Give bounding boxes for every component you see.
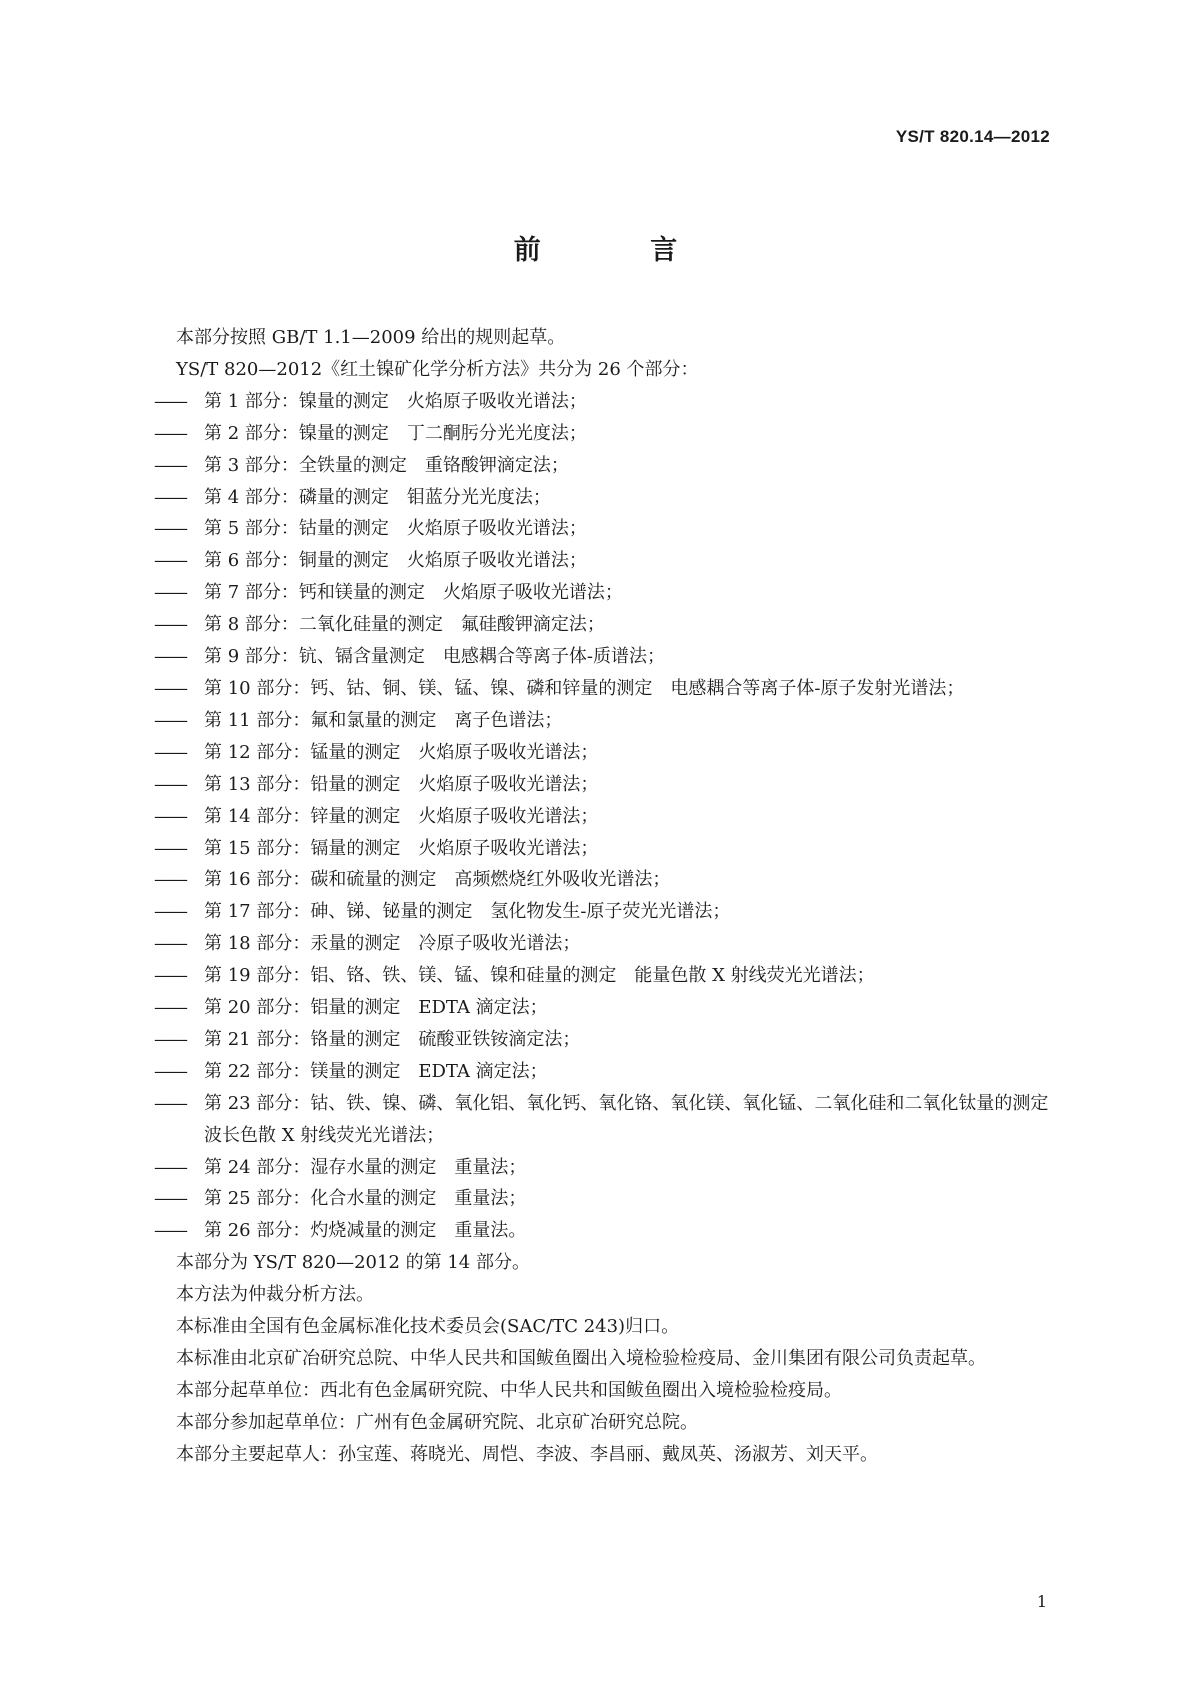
list-item bbox=[140, 418, 1054, 450]
dash-marker: —— bbox=[154, 1060, 186, 1082]
document-code: YS/T 820.14—2012 bbox=[895, 127, 1050, 146]
list-item bbox=[140, 1088, 1067, 1152]
dash-marker: —— bbox=[154, 805, 186, 827]
list-item bbox=[140, 513, 1054, 545]
list-item bbox=[140, 386, 1054, 418]
dash-marker: —— bbox=[154, 773, 186, 795]
dash-marker: —— bbox=[154, 646, 186, 668]
intro-paragraph: 本部分按照 GB/T 1.1—2009 给出的规则起草。 bbox=[176, 327, 566, 348]
dash-marker: —— bbox=[154, 614, 186, 636]
list-item-text: 第 7 部分：钙和镁量的测定 火焰原子吸收光谱法； bbox=[204, 582, 623, 604]
list-item bbox=[140, 1152, 1054, 1184]
page-title: 前 言 bbox=[513, 235, 728, 266]
list-item bbox=[140, 928, 1054, 960]
list-item bbox=[140, 1183, 1054, 1215]
closing-paragraph: 本方法为仲裁分析方法。 bbox=[176, 1284, 374, 1306]
dash-marker: —— bbox=[154, 837, 186, 859]
list-item-text: 第 5 部分：钴量的测定 火焰原子吸收光谱法； bbox=[204, 518, 587, 540]
dash-marker: —— bbox=[154, 1156, 186, 1178]
list-item bbox=[140, 1215, 1054, 1247]
intro-paragraph: YS/T 820—2012《红土镍矿化学分析方法》共分为 26 个部分： bbox=[176, 358, 699, 380]
dash-marker: —— bbox=[154, 1220, 186, 1242]
foreword-body bbox=[140, 322, 1067, 1471]
closing-paragraph: 本部分为 YS/T 820—2012 的第 14 部分。 bbox=[176, 1252, 530, 1274]
list-item-text: 第 9 部分：钪、镉含量测定 电感耦合等离子体-质谱法； bbox=[204, 646, 665, 668]
list-item bbox=[140, 833, 1054, 865]
list-item-text: 第 20 部分：铝量的测定 EDTA 滴定法； bbox=[204, 997, 548, 1019]
dash-marker: —— bbox=[154, 677, 186, 699]
list-item-text: 第 12 部分：锰量的测定 火焰原子吸收光谱法； bbox=[204, 741, 599, 763]
list-item bbox=[140, 960, 1054, 992]
dash-marker: —— bbox=[154, 741, 186, 763]
list-item-text: 第 3 部分：全铁量的测定 重铬酸钾滴定法； bbox=[204, 454, 569, 476]
list-item-text: 第 25 部分：化合水量的测定 重量法； bbox=[204, 1188, 527, 1210]
dash-marker: —— bbox=[154, 1188, 186, 1210]
list-item bbox=[140, 896, 1054, 928]
list-item-text: 第 18 部分：汞量的测定 冷原子吸收光谱法； bbox=[204, 933, 581, 955]
list-item-text: 第 21 部分：铬量的测定 硫酸亚铁铵滴定法； bbox=[204, 1028, 581, 1050]
closing-paragraph: 本部分参加起草单位：广州有色金属研究院、北京矿冶研究总院。 bbox=[176, 1411, 698, 1433]
list-item-text: 第 22 部分：镁量的测定 EDTA 滴定法； bbox=[204, 1060, 548, 1082]
list-item bbox=[140, 769, 1054, 801]
dash-marker: —— bbox=[154, 582, 186, 604]
list-item-text: 第 10 部分：钙、钴、铜、镁、锰、镍、磷和锌量的测定 电感耦合等离子体-原子发射光谱法； bbox=[204, 677, 965, 699]
dash-marker: —— bbox=[154, 965, 186, 987]
list-item bbox=[140, 1024, 1054, 1056]
parts-list bbox=[140, 386, 1067, 1247]
list-item-text: 第 16 部分：碳和硫量的测定 高频燃烧红外吸收光谱法； bbox=[204, 869, 671, 891]
list-item bbox=[140, 801, 1054, 833]
list-item bbox=[140, 450, 1054, 482]
dash-marker: —— bbox=[154, 869, 186, 891]
list-item bbox=[140, 673, 1054, 705]
list-item bbox=[140, 705, 1054, 737]
list-item bbox=[140, 737, 1054, 769]
list-item-text: 第 14 部分：锌量的测定 火焰原子吸收光谱法； bbox=[204, 805, 599, 827]
list-item bbox=[140, 577, 1054, 609]
dash-marker: —— bbox=[154, 550, 186, 572]
list-item-text: 第 15 部分：镉量的测定 火焰原子吸收光谱法； bbox=[204, 837, 599, 859]
list-item-text: 第 6 部分：铜量的测定 火焰原子吸收光谱法； bbox=[204, 550, 587, 572]
list-item bbox=[140, 609, 1054, 641]
list-item-text: 第 8 部分：二氧化硅量的测定 氟硅酸钾滴定法； bbox=[204, 614, 605, 636]
dash-marker: —— bbox=[154, 1028, 186, 1050]
list-item-text: 第 4 部分：磷量的测定 钼蓝分光光度法； bbox=[204, 486, 551, 508]
dash-marker: —— bbox=[154, 454, 186, 476]
list-item bbox=[140, 641, 1054, 673]
page-number: 1 bbox=[1036, 1592, 1047, 1611]
list-item-text: 第 17 部分：砷、锑、铋量的测定 氢化物发生-原子荧光光谱法； bbox=[204, 901, 731, 923]
list-item-text: 第 23 部分：钴、铁、镍、磷、氧化铝、氧化钙、氧化铬、氧化镁、氧化锰、二氧化硅和二氧化钛量的测定 波长色散 X 射线荧光光谱法； bbox=[204, 1092, 1067, 1146]
list-item-text: 第 2 部分：镍量的测定 丁二酮肟分光光度法； bbox=[204, 422, 587, 444]
list-item-text: 第 11 部分：氟和氯量的测定 离子色谱法； bbox=[204, 709, 563, 731]
list-item bbox=[140, 992, 1054, 1024]
list-item-text: 第 24 部分：湿存水量的测定 重量法； bbox=[204, 1156, 527, 1178]
dash-marker: —— bbox=[154, 997, 186, 1019]
closing-paragraph: 本标准由全国有色金属标准化技术委员会(SAC/TC 243)归口。 bbox=[176, 1316, 680, 1338]
list-item bbox=[140, 545, 1054, 577]
list-item-text: 第 1 部分：镍量的测定 火焰原子吸收光谱法； bbox=[204, 390, 587, 412]
dash-marker: —— bbox=[154, 422, 186, 444]
list-item bbox=[140, 482, 1054, 514]
list-item-text: 第 13 部分：铅量的测定 火焰原子吸收光谱法； bbox=[204, 773, 599, 795]
closing-paragraph: 本部分起草单位：西北有色金属研究院、中华人民共和国鲅鱼圈出入境检验检疫局。 bbox=[176, 1379, 842, 1401]
dash-marker: —— bbox=[154, 518, 186, 540]
list-item-text: 第 19 部分：铝、铬、铁、镁、锰、镍和硅量的测定 能量色散 X 射线荧光光谱法； bbox=[204, 965, 875, 987]
dash-marker: —— bbox=[154, 933, 186, 955]
list-item bbox=[140, 1056, 1054, 1088]
dash-marker: —— bbox=[154, 709, 186, 731]
list-item bbox=[140, 864, 1054, 896]
list-item-text: 第 26 部分：灼烧减量的测定 重量法。 bbox=[204, 1220, 527, 1242]
dash-marker: —— bbox=[154, 1092, 186, 1114]
dash-marker: —— bbox=[154, 486, 186, 508]
closing-paragraph: 本部分主要起草人：孙宝莲、蒋晓光、周恺、李波、李昌丽、戴凤英、汤淑芳、刘天平。 bbox=[176, 1443, 878, 1465]
closing-paragraph: 本标准由北京矿冶研究总院、中华人民共和国鲅鱼圈出入境检验检疫局、金川集团有限公司负责起草。 bbox=[176, 1348, 986, 1369]
dash-marker: —— bbox=[154, 901, 186, 923]
dash-marker: —— bbox=[154, 390, 186, 412]
